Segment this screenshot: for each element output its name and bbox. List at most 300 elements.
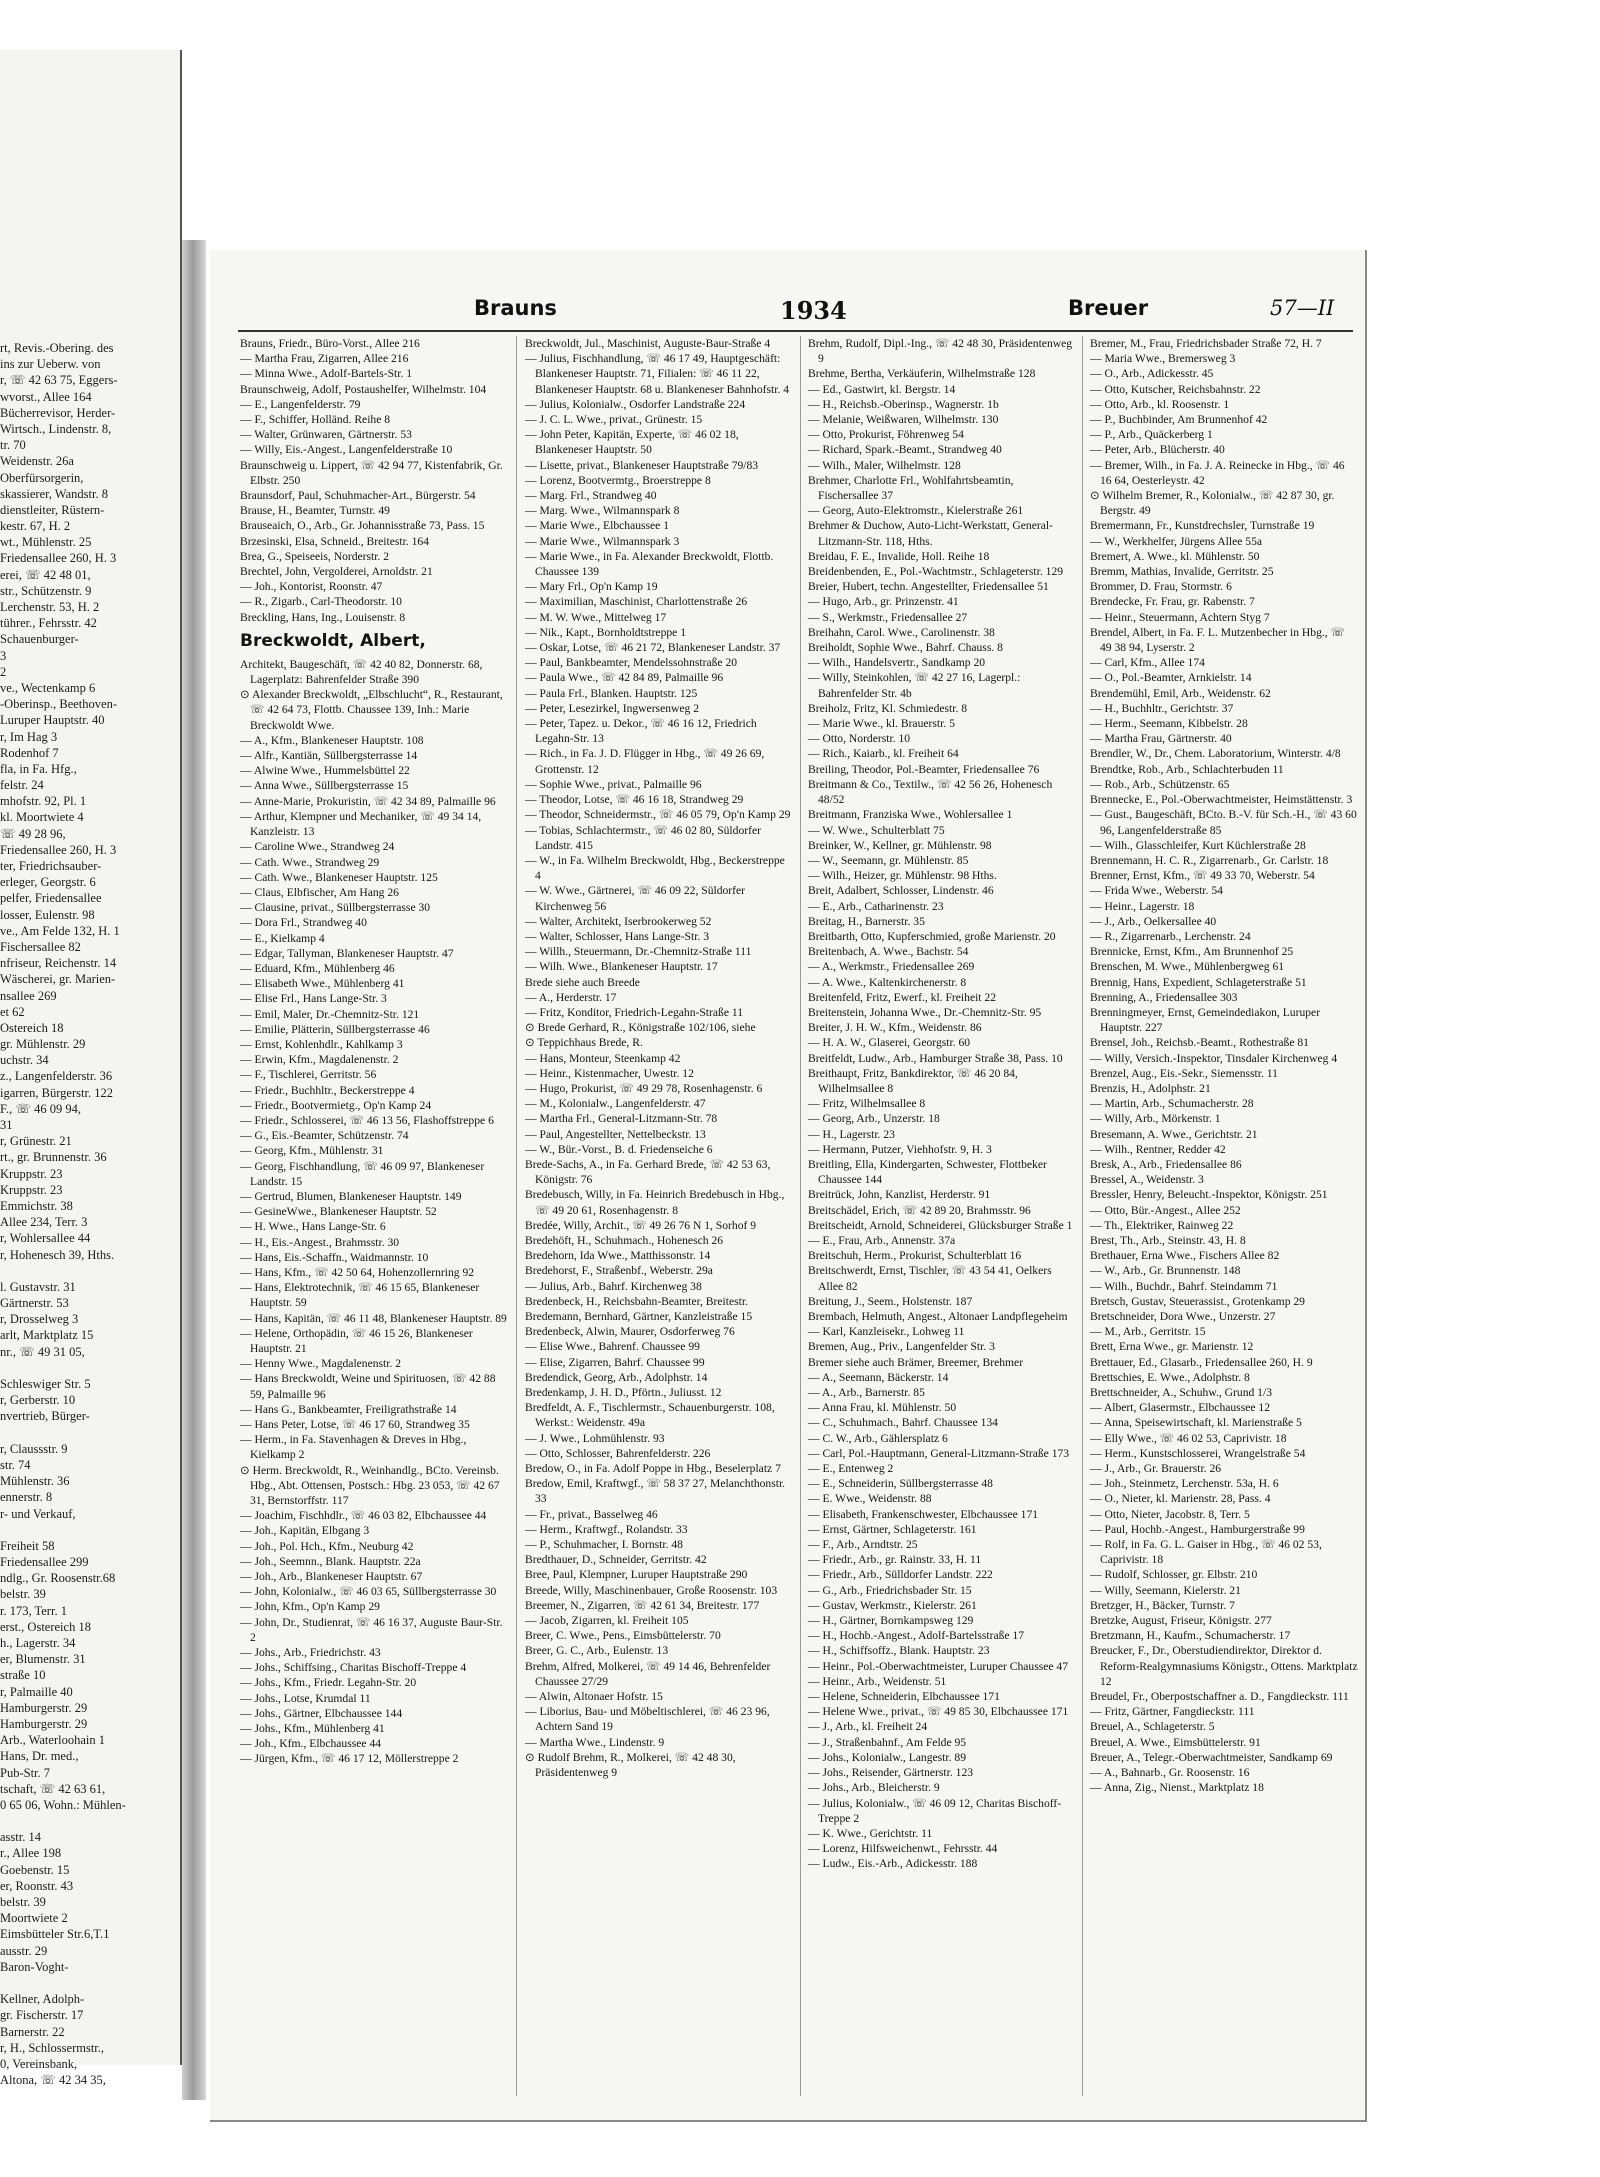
directory-entry: — Otto, Nieter, Jacobstr. 8, Terr. 5	[1090, 1507, 1250, 1521]
directory-entry: Brehme, Bertha, Verkäuferin, Wilhelmstraße 128	[808, 367, 1036, 381]
directory-entry: — Elise, Zigarren, Bahrf. Chaussee 99	[525, 1355, 705, 1369]
directory-entry: — W., Werkhelfer, Jürgens Allee 55a	[1090, 534, 1263, 548]
left-page-line: str., Schützenstr. 9	[0, 583, 92, 598]
directory-entry: — Paul, Angestellter, Nettelbeckstr. 13	[525, 1127, 706, 1141]
directory-entry: — Anne-Marie, Prokuristin, ☏ 42 34 89, Palmaille 96	[240, 794, 496, 808]
directory-entry: — Peter, Tapez. u. Dekor., ☏ 46 16 12, Friedrich Legahn-Str. 13	[525, 717, 757, 746]
directory-entry: — GesineWwe., Blankeneser Hauptstr. 52	[240, 1205, 437, 1219]
directory-entry: Breer, G. C., Arb., Eulenstr. 13	[525, 1644, 669, 1658]
directory-entry: Brendel, Albert, in Fa. F. L. Mutzenbecher in Hbg., ☏ 49 38 94, Lyserstr. 2	[1090, 625, 1346, 655]
directory-entry: Brennecke, E., Pol.-Oberwachtmeister, Heimstättenstr. 3	[1090, 793, 1353, 807]
directory-entry: Breuel, A. Wwe., Eimsbüttelerstr. 91	[1090, 1735, 1261, 1749]
left-page-line: Hans, Dr. med.,	[0, 1749, 79, 1764]
directory-entry: — H., Reichsb.-Oberinsp., Wagnerstr. 1b	[808, 397, 999, 411]
directory-entry: — E. Wwe., Weidenstr. 88	[808, 1492, 932, 1506]
directory-entry: — Hans G., Bankbeamter, Freiligrathstraße 14	[240, 1402, 457, 1416]
directory-entry: — Georg, Auto-Elektromstr., Kielerstraße 261	[808, 504, 1024, 518]
directory-entry: — Hans, Eis.-Schaffn., Waidmannstr. 10	[240, 1250, 429, 1264]
left-page-line: Altona, ☏ 42 34 35,	[0, 2073, 106, 2088]
column-divider	[516, 336, 517, 2096]
directory-entry: — Otto, Arb., kl. Roosenstr. 1	[1090, 397, 1230, 411]
directory-entry: — Willy, Arb., Mörkenstr. 1	[1090, 1112, 1221, 1126]
left-page-line: Eimsbütteler Str.6,T.1	[0, 1927, 110, 1942]
directory-entry: — E., Entenweg 2	[808, 1462, 894, 1476]
directory-entry: — Cath. Wwe., Strandweg 29	[240, 855, 380, 869]
directory-entry: — Johs., Arb., Bleicherstr. 9	[808, 1781, 940, 1795]
left-page-line: Lerchenstr. 53, H. 2	[0, 600, 100, 614]
directory-entry: — E., Frau, Arb., Annenstr. 37a	[808, 1233, 956, 1247]
directory-entry: Brommer, D. Frau, Stormstr. 6	[1090, 580, 1232, 594]
left-page-line: 0 65 06, Wohn.: Mühlen-	[0, 1797, 126, 1812]
directory-entry: Breitling, Ella, Kindergarten, Schwester, Flottbeker Chaussee 144	[808, 1157, 1047, 1187]
directory-entry: — Edgar, Tallyman, Blankeneser Hauptstr. 47	[240, 946, 454, 960]
directory-entry: — Lorenz, Hilfsweichenwt., Fehrsstr. 44	[808, 1842, 998, 1856]
directory-entry: Bremer siehe auch Brämer, Breemer, Brehmer	[808, 1355, 1024, 1369]
directory-entry: Breitschädel, Erich, ☏ 42 89 20, Brahmsstr. 96	[808, 1203, 1031, 1217]
left-page-line: Allee 234, Terr. 3	[0, 1215, 88, 1230]
directory-entry: — Th., Elektriker, Rainweg 22	[1090, 1218, 1234, 1232]
directory-entry: Brzesinski, Elsa, Schneid., Breitestr. 164	[240, 534, 430, 548]
left-page-line: Kruppstr. 23	[0, 1182, 63, 1197]
directory-entry: Bredendick, Georg, Arb., Adolphstr. 14	[525, 1370, 708, 1384]
directory-entry: Brettauer, Ed., Glasarb., Friedensallee 260, H. 9	[1090, 1355, 1313, 1369]
directory-entry: — Fritz, Gärtner, Fangdieckstr. 111	[1090, 1705, 1255, 1719]
left-page-line: losser, Eulenstr. 98	[0, 907, 95, 922]
directory-entry: — H. Wwe., Hans Lange-Str. 6	[240, 1220, 386, 1234]
directory-entry: — A., Arb., Barnerstr. 85	[808, 1386, 925, 1400]
directory-entry: — A., Werkmstr., Friedensallee 269	[808, 960, 975, 974]
directory-entry: — Rob., Arb., Schützenstr. 65	[1090, 777, 1230, 791]
left-page-line: Baron-Voght-	[0, 1959, 69, 1974]
directory-entry: — O., Pol.-Beamter, Arnkielstr. 14	[1090, 671, 1252, 685]
directory-entry: — Walter, Architekt, Iserbrookerweg 52	[525, 914, 712, 928]
directory-entry: — Clausine, privat., Süllbergsterrasse 30	[240, 901, 431, 915]
directory-entry: Bretzmann, H., Kaufm., Schumacherstr. 17	[1090, 1629, 1291, 1643]
left-page-line: skassierer, Wandstr. 8	[0, 486, 108, 501]
directory-entry: — Fritz, Konditor, Friedrich-Legahn-Straße 11	[525, 1005, 744, 1019]
directory-entry: — Jacob, Zigarren, kl. Freiheit 105	[525, 1614, 689, 1628]
directory-entry: — Joh., Kontorist, Roonstr. 47	[240, 580, 383, 594]
left-page-line: ins zur Ueberw. von	[0, 357, 101, 372]
directory-entry: — John, Dr., Studienrat, ☏ 46 16 37, Auguste Baur-Str. 2	[240, 1615, 503, 1644]
left-page-line: erei, ☏ 42 48 01,	[0, 567, 91, 582]
directory-entry: Bressler, Henry, Beleucht.-Inspektor, Königstr. 251	[1090, 1188, 1328, 1202]
directory-entry: — Julius, Fischhandlung, ☏ 46 17 49, Hauptgeschäft: Blankeneser Hauptstr. 71, Filialen: ☏ 46 11 22, Blankeneser Hauptstr. 68 u. Blankeneser Bahnhofstr. 4	[525, 352, 790, 396]
directory-entry: — Marg. Frl., Strandweg 40	[525, 489, 657, 503]
directory-entry: — R., Zigarb., Carl-Theodorstr. 10	[240, 595, 402, 609]
column-divider	[1082, 336, 1083, 2096]
left-page-line: gr. Fischerstr. 17	[0, 2008, 84, 2023]
directory-entry: Breiling, Theodor, Pol.-Beamter, Friedensallee 76	[808, 762, 1040, 776]
directory-entry: — Herm., Kraftwgf., Rolandstr. 33	[525, 1522, 688, 1536]
directory-entry: — K. Wwe., Gerichtstr. 11	[808, 1826, 933, 1840]
directory-entry: — Henny Wwe., Magdalenenstr. 2	[240, 1357, 402, 1371]
directory-entry: ⊙ Rudolf Brehm, R., Molkerei, ☏ 42 48 30, Präsidentenweg 9	[525, 1750, 736, 1780]
directory-entry: — Gustav, Werkmstr., Kielerstr. 261	[808, 1598, 977, 1612]
directory-entry: — Martha Wwe., Lindenstr. 9	[525, 1735, 665, 1749]
directory-entry: — Eduard, Kfm., Mühlenberg 46	[240, 961, 395, 975]
directory-entry: — Walter, Grünwaren, Gärtnerstr. 53	[240, 428, 412, 442]
directory-entry: — Joh., Kfm., Elbchaussee 44	[240, 1737, 382, 1751]
left-page-line: tschaft, ☏ 42 63 61,	[0, 1781, 106, 1796]
header-first-name: Brauns	[474, 296, 557, 320]
directory-entry: Bresemann, A. Wwe., Gerichtstr. 21	[1090, 1127, 1258, 1141]
directory-entry: — H., Gärtner, Bornkampsweg 129	[808, 1614, 974, 1628]
left-page-line: F., ☏ 46 09 94,	[0, 1101, 81, 1116]
directory-entry: — Lisette, privat., Blankeneser Hauptstraße 79/83	[525, 458, 759, 472]
directory-entry: Breckwoldt, Jul., Maschinist, Auguste-Baur-Straße 4	[525, 337, 771, 350]
directory-entry: — Frida Wwe., Weberstr. 54	[1090, 884, 1223, 898]
directory-entry: Breucker, F., Dr., Oberstudiendirektor, Direktor d. Reform-Realgymnasiums Königstr., Ottens. Marktplatz 12	[1090, 1644, 1358, 1688]
directory-entry: — Alwine Wwe., Hummelsbüttel 22	[240, 764, 410, 778]
directory-entry: — Elise Frl., Hans Lange-Str. 3	[240, 992, 387, 1006]
directory-entry: — John Peter, Kapitän, Experte, ☏ 46 02 18, Blankeneser Hauptstr. 50	[525, 428, 739, 457]
directory-entry: — P., Buchbinder, Am Brunnenhof 42	[1090, 413, 1268, 427]
directory-entry: — Joh., Steinmetz, Lerchenstr. 53a, H. 6	[1090, 1477, 1279, 1491]
left-page-line	[0, 1813, 170, 1829]
left-page-line: Ostereich 18	[0, 1020, 64, 1035]
directory-entry: — A., Herderstr. 17	[525, 990, 617, 1004]
directory-entry: ⊙ Wilhelm Bremer, R., Kolonialw., ☏ 42 87 30, gr. Bergstr. 49	[1090, 489, 1335, 518]
left-page-line: Kruppstr. 23	[0, 1166, 63, 1181]
directory-entry: Brehm, Alfred, Molkerei, ☏ 49 14 46, Behrenfelder Chaussee 27/29	[525, 1659, 771, 1688]
directory-entry: — Erwin, Kfm., Magdalenenstr. 2	[240, 1053, 399, 1067]
directory-entry: — H., Schiffsoffz., Blank. Hauptstr. 23	[808, 1644, 990, 1658]
directory-entry: Breitschwerdt, Ernst, Tischler, ☏ 43 54 41, Oelkers Allee 82	[808, 1264, 1052, 1293]
left-page-line: r. 173, Terr. 1	[0, 1603, 67, 1618]
directory-entry: Brenningmeyer, Ernst, Gemeindediakon, Luruper Hauptstr. 227	[1090, 1005, 1321, 1035]
left-page-line: nr., ☏ 49 31 05,	[0, 1344, 85, 1359]
directory-entry: — Paul, Bankbeamter, Mendelssohnstraße 20	[525, 656, 738, 670]
directory-entry: — Rich., Kaiarb., kl. Freiheit 64	[808, 747, 959, 761]
directory-entry: — R., Zigarrenarb., Lerchenstr. 24	[1090, 929, 1251, 943]
left-page-line: r, H., Schlossermstr.,	[0, 2040, 105, 2055]
directory-entry: — Albert, Glasermstr., Elbchaussee 12	[1090, 1401, 1270, 1415]
directory-entry: — Claus, Elbfischer, Am Hang 26	[240, 885, 399, 899]
left-page-line: er, Roonstr. 43	[0, 1878, 74, 1893]
directory-entry: Bremen, Aug., Priv., Langenfelder Str. 3	[808, 1340, 995, 1354]
directory-column-3	[808, 336, 1076, 1872]
directory-entry: — Maximilian, Maschinist, Charlottenstraße 26	[525, 595, 748, 609]
directory-entry: Brendecke, Fr. Frau, gr. Rabenstr. 7	[1090, 595, 1255, 609]
left-page-line: r, Hohenesch 39, Hths.	[0, 1247, 115, 1262]
left-page-line: nvertrieb, Bürger-	[0, 1409, 90, 1424]
left-page-line: dienstleiter, Rüstern-	[0, 502, 105, 517]
directory-entry: Brendtke, Rob., Arb., Schlachterbuden 11	[1090, 762, 1284, 776]
directory-entry: Breemer, N., Zigarren, ☏ 42 61 34, Breitestr. 177	[525, 1598, 760, 1612]
directory-entry: Breitfeldt, Ludw., Arb., Hamburger Straße 38, Pass. 10	[808, 1051, 1063, 1065]
left-page-line: er, Blumenstr. 31	[0, 1652, 86, 1667]
directory-entry: Bremermann, Fr., Kunstdrechsler, Turnstraße 19	[1090, 519, 1315, 533]
directory-entry: — Georg, Fischhandlung, ☏ 46 09 97, Blankeneser Landstr. 15	[240, 1159, 485, 1188]
directory-entry: Brehmer, Charlotte Frl., Wohlfahrtsbeamtin, Fischersallee 37	[808, 473, 1014, 503]
directory-entry: — Martin, Arb., Schumacherstr. 28	[1090, 1097, 1254, 1111]
directory-entry: — Willh., Steuermann, Dr.-Chemnitz-Straße 111	[525, 945, 752, 959]
left-page-line: 31	[0, 1118, 13, 1132]
left-page-line: Fischersallee 82	[0, 939, 81, 954]
directory-entry: Brehmer & Duchow, Auto-Licht-Werkstatt, General-Litzmann-Str. 118, Hths.	[808, 519, 1053, 548]
directory-entry: — John, Kolonialw., ☏ 46 03 65, Süllbergsterrasse 30	[240, 1585, 497, 1599]
directory-entry: — Anna Frau, kl. Mühlenstr. 50	[808, 1401, 957, 1415]
directory-entry: — Joh., Seemnn., Blank. Hauptstr. 22a	[240, 1554, 421, 1568]
left-page-line: r, ☏ 42 63 75, Eggers-	[0, 373, 118, 388]
left-page-line: 0, Vereinsbank,	[0, 2056, 78, 2071]
directory-entry: — Johs., Arb., Friedrichstr. 43	[240, 1646, 381, 1660]
left-page-line: Goebenstr. 15	[0, 1862, 70, 1877]
directory-entry: — Elisabeth, Frankenschwester, Elbchaussee 171	[808, 1507, 1039, 1521]
directory-entry: Bredehorn, Ida Wwe., Matthissonstr. 14	[525, 1249, 711, 1263]
left-page-line: et 62	[0, 1004, 25, 1019]
left-page-line: h., Lagerstr. 34	[0, 1636, 76, 1650]
directory-entry: — E., Arb., Catharinenstr. 23	[808, 899, 944, 913]
left-page-line: Weidenstr. 26a	[0, 454, 74, 469]
left-page-line: r., Allee 198	[0, 1846, 62, 1861]
directory-entry: — Emilie, Plätterin, Süllbergsterrasse 46	[240, 1022, 430, 1036]
directory-entry: — Otto, Schlosser, Bahrenfelderstr. 226	[525, 1446, 711, 1460]
directory-entry: Bredenkamp, J. H. D., Pförtn., Juliusst. 12	[525, 1386, 722, 1400]
directory-entry: Breudel, Fr., Oberpostschaffner a. D., Fangdieckstr. 111	[1090, 1690, 1349, 1704]
directory-entry: Brettschies, E. Wwe., Adolphstr. 8	[1090, 1370, 1250, 1384]
directory-entry: — A., Bahnarb., Gr. Roosenstr. 16	[1090, 1766, 1250, 1780]
directory-entry: — Herm., Kunstschlosserei, Wrangelstraße 54	[1090, 1446, 1306, 1460]
directory-entry: — O., Arb., Adickesstr. 45	[1090, 367, 1214, 381]
directory-entry: Breihahn, Carol. Wwe., Carolinenstr. 38	[808, 625, 995, 639]
left-page-line	[0, 1522, 170, 1538]
directory-entry: Breitenbach, A. Wwe., Bachstr. 54	[808, 945, 969, 959]
directory-entry: — F., Schiffer, Holländ. Reihe 8	[240, 413, 391, 427]
directory-entry: — Helene, Schneiderin, Elbchaussee 171	[808, 1690, 1000, 1704]
directory-entry: — Arthur, Klempner und Mechaniker, ☏ 49 34 14, Kanzleistr. 13	[240, 809, 482, 839]
header-rule	[238, 330, 1353, 332]
header-year: 1934	[780, 296, 847, 325]
directory-entry: — Anna, Speisewirtschaft, kl. Marienstraße 5	[1090, 1416, 1302, 1430]
directory-entry: — O., Nieter, kl. Marienstr. 28, Pass. 4	[1090, 1492, 1271, 1506]
left-page-line: gr. Mühlenstr. 29	[0, 1037, 86, 1052]
directory-entry: — A., Kfm., Blankeneser Hauptstr. 108	[240, 733, 424, 747]
directory-entry: — Dora Frl., Strandweg 40	[240, 916, 367, 930]
directory-entry: — Melanie, Weißwaren, Wilhelmstr. 130	[808, 413, 999, 427]
left-page-line: Schleswiger Str. 5	[0, 1377, 91, 1391]
directory-entry: — Caroline Wwe., Strandweg 24	[240, 840, 395, 854]
directory-entry: — Wilh., Glasschleifer, Kurt Küchlerstraße 28	[1090, 838, 1306, 852]
directory-entry: — Heinr., Arb., Weidenstr. 51	[808, 1674, 947, 1688]
directory-entry: — Peter, Arb., Blücherstr. 40	[1090, 443, 1225, 457]
directory-entry: — H., Lagerstr. 23	[808, 1127, 895, 1141]
directory-entry: — Anna Wwe., Süllbergsterrasse 15	[240, 779, 409, 793]
directory-entry: — Carl, Pol.-Hauptmann, General-Litzmann-Straße 173	[808, 1446, 1070, 1460]
directory-entry: Brensel, Joh., Reichsb.-Beamt., Rothestraße 81	[1090, 1036, 1309, 1050]
directory-entry: — Paul, Hochb.-Angest., Hamburgerstraße 99	[1090, 1522, 1305, 1536]
directory-entry: Bredenbeck, H., Reichsbahn-Beamter, Breitestr.	[525, 1294, 748, 1308]
directory-entry: Breer, C. Wwe., Pens., Eimsbüttelerstr. 70	[525, 1629, 721, 1643]
directory-entry: Brendemühl, Emil, Arb., Weidenstr. 62	[1090, 686, 1271, 700]
directory-entry: — Marie Wwe., kl. Brauerstr. 5	[808, 717, 955, 731]
directory-entry: — Elly Wwe., ☏ 46 02 53, Caprivistr. 18	[1090, 1431, 1287, 1445]
left-page-line: ausstr. 29	[0, 1943, 48, 1958]
left-page-line: Moortwiete 2	[0, 1911, 68, 1926]
directory-entry: — Joachim, Fischhdlr., ☏ 46 03 82, Elbchaussee 44	[240, 1509, 487, 1523]
directory-entry: — Alwin, Altonaer Hofstr. 15	[525, 1690, 663, 1704]
left-page-line: asstr. 14	[0, 1830, 41, 1845]
directory-entry: — Wilh., Heizer, gr. Mühlenstr. 98 Hths.	[808, 869, 997, 883]
directory-entry: — Heinr., Pol.-Oberwachtmeister, Luruper Chaussee 47	[808, 1659, 1069, 1673]
left-page-line	[0, 1975, 170, 1991]
directory-entry: Bredenbeck, Alwin, Maurer, Osdorferweg 76	[525, 1325, 735, 1339]
left-page-line: pelfer, Friedensallee	[0, 891, 102, 906]
directory-entry: — Tobias, Schlachtermstr., ☏ 46 02 80, Süldorfer Landstr. 415	[525, 823, 761, 852]
left-page-line: igarren, Bürgerstr. 122	[0, 1085, 113, 1100]
directory-entry: Brechtel, John, Vergolderei, Arnoldstr. 21	[240, 565, 433, 579]
left-page-line: r- und Verkauf,	[0, 1506, 76, 1521]
directory-entry: — J. C. L. Wwe., privat., Grünestr. 15	[525, 413, 703, 427]
directory-entry: — Helene, Orthopädin, ☏ 46 15 26, Blankeneser Hauptstr. 21	[240, 1326, 473, 1355]
directory-entry: — Johs., Kolonialw., Langestr. 89	[808, 1750, 967, 1764]
directory-entry: Bree, Paul, Klempner, Luruper Hauptstraße 290	[525, 1568, 748, 1582]
directory-entry: — Martha Frau, Zigarren, Allee 216	[240, 352, 409, 366]
directory-entry: — Heinr., Lagerstr. 18	[1090, 899, 1195, 913]
directory-entry: — Wilh. Wwe., Blankeneser Hauptstr. 17	[525, 960, 718, 974]
left-page-line: Gärtnerstr. 53	[0, 1296, 69, 1311]
directory-column-4	[1090, 336, 1358, 1796]
directory-entry: Breiter, J. H. W., Kfm., Weidenstr. 86	[808, 1021, 982, 1035]
left-page-line: Mühlenstr. 36	[0, 1474, 70, 1489]
directory-entry: — Emil, Maler, Dr.-Chemnitz-Str. 121	[240, 1007, 420, 1021]
directory-entry: Breuel, A., Schlageterstr. 5	[1090, 1720, 1215, 1734]
left-page-line: ennerstr. 8	[0, 1490, 53, 1505]
directory-entry: — Johs., Gärtner, Elbchaussee 144	[240, 1706, 403, 1720]
left-page-line: Friedensallee 260, H. 3	[0, 551, 117, 566]
directory-entry: — Hans Breckwoldt, Weine und Spirituosen, ☏ 42 88 59, Palmaille 96	[240, 1372, 496, 1401]
directory-entry: Breede, Willy, Maschinenbauer, Große Roosenstr. 103	[525, 1583, 778, 1597]
directory-entry: — Johs., Kfm., Friedr. Legahn-Str. 20	[240, 1676, 417, 1690]
directory-entry: Architekt, Baugeschäft, ☏ 42 40 82, Donnerstr. 68, Lagerplatz: Bahrenfelder Straße 390	[240, 657, 483, 687]
left-page-line: Barnerstr. 22	[0, 2024, 65, 2039]
directory-entry: — Marg. Wwe., Wilmannspark 8	[525, 504, 680, 518]
directory-entry: — Theodor, Lotse, ☏ 46 16 18, Strandweg 29	[525, 793, 744, 807]
directory-entry: — S., Werkmstr., Friedensallee 27	[808, 610, 968, 624]
directory-entry: — Rudolf, Schlosser, gr. Elbstr. 210	[1090, 1568, 1258, 1582]
directory-entry: ⊙ Herm. Breckwoldt, R., Weinhandlg., BCto. Vereinsb. Hbg., Abt. Ottensen, Postsch.: Hbg. 23 053, ☏ 42 67 31, Bernstorffstr. 117	[240, 1463, 500, 1508]
directory-entry: — P., Arb., Quäckerberg 1	[1090, 428, 1213, 442]
left-page-line: r, Gerberstr. 10	[0, 1393, 76, 1408]
directory-entry: Breitenfeld, Fritz, Ewerf., kl. Freiheit 22	[808, 990, 997, 1004]
directory-entry: Brendler, W., Dr., Chem. Laboratorium, Winterstr. 4/8	[1090, 747, 1341, 761]
directory-entry: Brest, Th., Arb., Steinstr. 43, H. 8	[1090, 1233, 1246, 1247]
directory-entry: — W., Arb., Gr. Brunnenstr. 148	[1090, 1264, 1241, 1278]
directory-entry: — E., Schneiderin, Süllbergsterrasse 48	[808, 1477, 993, 1491]
left-page-line: rt., gr. Brunnenstr. 36	[0, 1150, 107, 1165]
left-page-line: belstr. 39	[0, 1895, 46, 1909]
directory-entry: Brenzel, Aug., Eis.-Sekr., Siemensstr. 11	[1090, 1066, 1278, 1080]
left-page-line: l. Gustavstr. 31	[0, 1279, 76, 1294]
directory-entry: — Willy, Eis.-Angest., Langenfelderstraße 10	[240, 443, 453, 457]
directory-entry: — Martha Frau, Gärtnerstr. 40	[1090, 732, 1232, 746]
directory-entry: — H., Eis.-Angest., Brahmsstr. 30	[240, 1235, 400, 1249]
directory-entry: Breiholz, Fritz, Kl. Schmiedestr. 8	[808, 701, 968, 715]
directory-entry: — Oskar, Lotse, ☏ 46 21 72, Blankeneser Landstr. 37	[525, 641, 781, 655]
directory-entry: — Elise Wwe., Bahrenf. Chaussee 99	[525, 1340, 700, 1354]
left-page-line: kl. Moortwiete 4	[0, 810, 84, 825]
book-spine	[182, 240, 206, 2100]
directory-entry: — Nik., Kapt., Bornholdtstreppe 1	[525, 625, 687, 639]
left-page-line: Kellner, Adolph-	[0, 1992, 85, 2007]
directory-entry: — Julius, Kolonialw., ☏ 46 09 12, Charitas Bischoff-Treppe 2	[808, 1796, 1062, 1825]
directory-entry: — Herm., in Fa. Stavenhagen & Dreves in Hbg., Kielkamp 2	[240, 1433, 467, 1462]
directory-entry: — M. W. Wwe., Mittelweg 17	[525, 610, 667, 624]
directory-entry: — Friedr., Arb., Sülldorfer Landstr. 222	[808, 1568, 993, 1582]
directory-entry: Bredow, Emil, Kraftwgf., ☏ 58 37 27, Melanchthonstr. 33	[525, 1477, 786, 1506]
directory-entry: Bresk, A., Arb., Friedensallee 86	[1090, 1157, 1242, 1171]
directory-entry: Breinker, W., Kellner, gr. Mühlenstr. 98	[808, 838, 992, 852]
left-page-line: r, Drosselweg 3	[0, 1312, 79, 1327]
directory-entry: — Joh., Arb., Blankeneser Hauptstr. 67	[240, 1570, 423, 1584]
left-page-line: kestr. 67, H. 2	[0, 519, 71, 534]
left-page-line: ve., Wectenkamp 6	[0, 680, 96, 695]
left-page-line: Luruper Hauptstr. 40	[0, 713, 105, 728]
left-page-line: ndlg., Gr. Roosenstr.68	[0, 1571, 116, 1586]
directory-entry: Brede siehe auch Breede	[525, 975, 640, 989]
directory-entry: Braunschweig, Adolf, Postaushelfer, Wilhelmstr. 104	[240, 382, 487, 396]
directory-entry: Brauns, Friedr., Büro-Vorst., Allee 216	[240, 337, 420, 350]
directory-entry: — Friedr., Schlosserei, ☏ 46 13 56, Flashoffstreppe 6	[240, 1113, 494, 1127]
directory-entry: Breitscheidt, Arnold, Schneiderei, Glücksburger Straße 1	[808, 1218, 1073, 1232]
left-page-line: r, Wohlersallee 44	[0, 1231, 91, 1246]
directory-entry: — Karl, Kanzleisekr., Lohweg 11	[808, 1325, 965, 1339]
directory-entry: Bretsch, Gustav, Steuerassist., Grotenkamp 29	[1090, 1294, 1305, 1308]
left-page-line: Friedensallee 260, H. 3	[0, 842, 117, 857]
directory-entry: Brede-Sachs, A., in Fa. Gerhard Brede, ☏ 42 53 63, Königstr. 76	[525, 1157, 771, 1187]
directory-entry: — Peter, Lesezirkel, Ingwersenweg 2	[525, 701, 700, 715]
directory-entry: — Herm., Seemann, Kibbelstr. 28	[1090, 717, 1248, 731]
directory-entry: Brethauer, Erna Wwe., Fischers Allee 82	[1090, 1249, 1280, 1263]
left-page-line: wvorst., Allee 164	[0, 389, 92, 404]
directory-entry: — Gertrud, Blumen, Blankeneser Hauptstr. 149	[240, 1189, 462, 1203]
directory-entry: — Hans, Elektrotechnik, ☏ 46 15 65, Blankeneser Hauptstr. 59	[240, 1281, 480, 1310]
directory-entry: — Bremer, Wilh., in Fa. J. A. Reinecke in Hbg., ☏ 46 16 64, Oesterleystr. 42	[1090, 458, 1345, 487]
directory-entry: — Rich., in Fa. J. D. Flügger in Hbg., ☏ 49 26 69, Grottenstr. 12	[525, 747, 765, 776]
left-page-line: straße 10	[0, 1668, 46, 1683]
directory-entry: — Johs., Schiffsing., Charitas Bischoff-Treppe 4	[240, 1661, 467, 1675]
directory-entry: — W. Wwe., Gärtnerei, ☏ 46 09 22, Süldorfer Kirchenweg 56	[525, 884, 746, 913]
directory-entry: — Marie Wwe., Wilmannspark 3	[525, 534, 680, 548]
directory-entry: — Fritz, Wilhelmsallee 8	[808, 1097, 926, 1111]
directory-entry: — G., Arb., Friedrichsbader Str. 15	[808, 1583, 972, 1597]
left-page-line: Friedensallee 299	[0, 1555, 89, 1570]
directory-entry: — J. Wwe., Lohmühlenstr. 93	[525, 1431, 665, 1445]
left-page-line: Freiheit 58	[0, 1538, 55, 1553]
directory-entry: Breithaupt, Fritz, Bankdirektor, ☏ 46 20 84, Wilhelmsallee 8	[808, 1066, 1018, 1095]
directory-entry: Breckling, Hans, Ing., Louisenstr. 8	[240, 610, 406, 624]
left-page-line: z., Langenfelderstr. 36	[0, 1069, 113, 1084]
directory-entry: — E., Langenfelderstr. 79	[240, 397, 361, 411]
left-page-text	[0, 340, 170, 2088]
directory-entry: Breitmann, Franziska Wwe., Wohlersallee 1	[808, 808, 1013, 822]
directory-entry: — Friedr., Buchhltr., Beckerstreppe 4	[240, 1083, 415, 1097]
directory-entry: — Jürgen, Kfm., ☏ 46 17 12, Möllerstreppe 2	[240, 1752, 459, 1766]
directory-entry: — Friedr., Arb., gr. Rainstr. 33, H. 11	[808, 1553, 982, 1567]
directory-entry: — Maria Wwe., Bremersweg 3	[1090, 352, 1236, 366]
directory-entry: — Wilh., Rentner, Redder 42	[1090, 1142, 1226, 1156]
left-page-line: ve., Am Felde 132, H. 1	[0, 923, 120, 938]
left-page-line: 3	[0, 648, 7, 663]
left-page-line: r, Claussstr. 9	[0, 1441, 68, 1456]
directory-entry: — H. A. W., Glaserei, Georgstr. 60	[808, 1036, 971, 1050]
directory-entry: — Minna Wwe., Adolf-Bartels-Str. 1	[240, 367, 413, 381]
left-page-line: Pub-Str. 7	[0, 1765, 51, 1780]
directory-entry: Breier, Hubert, techn. Angestellter, Friedensallee 51	[808, 580, 1049, 594]
directory-entry: Bremm, Mathias, Invalide, Gerritstr. 25	[1090, 565, 1274, 579]
directory-entry: — Theodor, Schneidermstr., ☏ 46 05 79, Op'n Kamp 29	[525, 808, 791, 822]
